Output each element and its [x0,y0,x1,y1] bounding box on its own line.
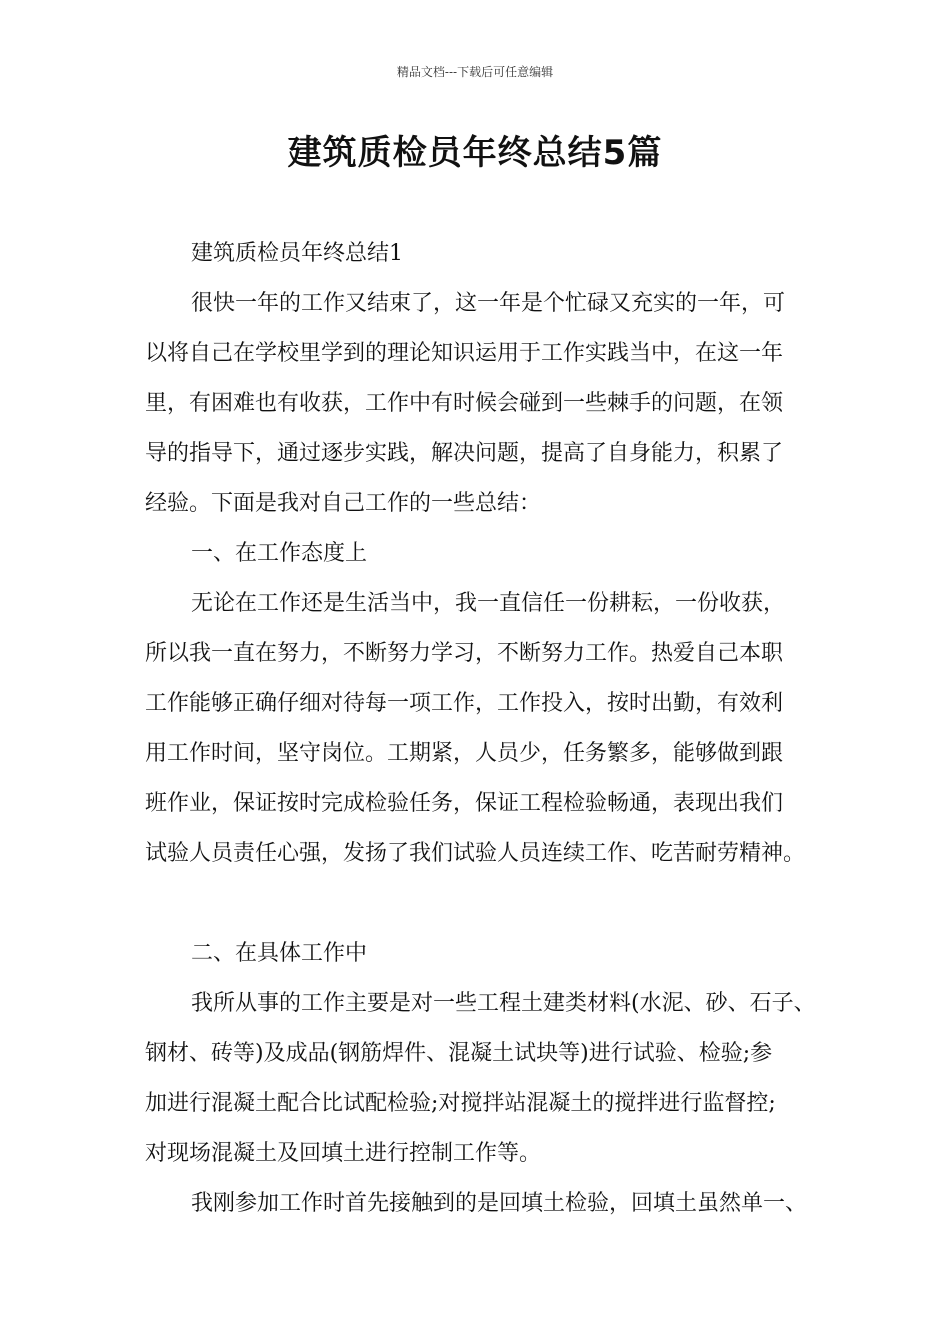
section-heading: 建筑质检员年终总结1 [191,241,403,266]
paragraph-line: 试验人员责任心强，发扬了我们试验人员连续工作、吃苦耐劳精神。 [145,841,806,866]
document-body [145,229,835,1229]
heading-specific-work: 二、在具体工作中 [191,941,368,966]
paragraph-line: 以将自己在学校里学到的理论知识运用于工作实践当中，在这一年 [145,341,784,366]
paragraph-line: 我所从事的工作主要是对一些工程土建类材料(水泥、砂、石子、 [191,991,816,1016]
paragraph-line: 用工作时间，坚守岗位。工期紧，人员少，任务繁多，能够做到跟 [145,741,784,766]
heading-work-attitude: 一、在工作态度上 [191,541,368,566]
paragraph-line: 工作能够正确仔细对待每一项工作，工作投入，按时出勤，有效利 [145,691,784,716]
paragraph-line: 班作业，保证按时完成检验任务，保证工程检验畅通，表现出我们 [145,791,784,816]
paragraph-line: 很快一年的工作又结束了，这一年是个忙碌又充实的一年，可 [191,291,786,316]
document-title: 建筑质检员年终总结5篇 [287,133,663,173]
paragraph-line: 对现场混凝土及回填土进行控制工作等。 [145,1141,542,1166]
paragraph-line: 里，有困难也有收获，工作中有时候会碰到一些棘手的问题，在领 [145,391,784,416]
paragraph-line: 加进行混凝土配合比试配检验;对搅拌站混凝土的搅拌进行监督控; [145,1091,776,1116]
paragraph-line: 钢材、砖等)及成品(钢筋焊件、混凝土试块等)进行试验、检验;参 [145,1041,773,1066]
header-note: 精品文档---下载后可任意编辑 [396,65,554,79]
paragraph-line: 导的指导下，通过逐步实践，解决问题，提高了自身能力，积累了 [145,441,784,466]
paragraph-line: 无论在工作还是生活当中，我一直信任一份耕耘，一份收获， [191,591,786,616]
paragraph-2 [145,579,835,879]
paragraph-line: 我刚参加工作时首先接触到的是回填土检验，回填土虽然单一、 [191,1191,808,1216]
paragraph-1 [145,279,835,529]
paragraph-line: 所以我一直在努力，不断努力学习，不断努力工作。热爱自己本职 [145,641,784,666]
paragraph-spacer [145,879,835,929]
paragraph-3 [145,979,835,1179]
paragraph-4 [145,1179,835,1229]
paragraph-line: 经验。下面是我对自己工作的一些总结： [145,491,542,516]
